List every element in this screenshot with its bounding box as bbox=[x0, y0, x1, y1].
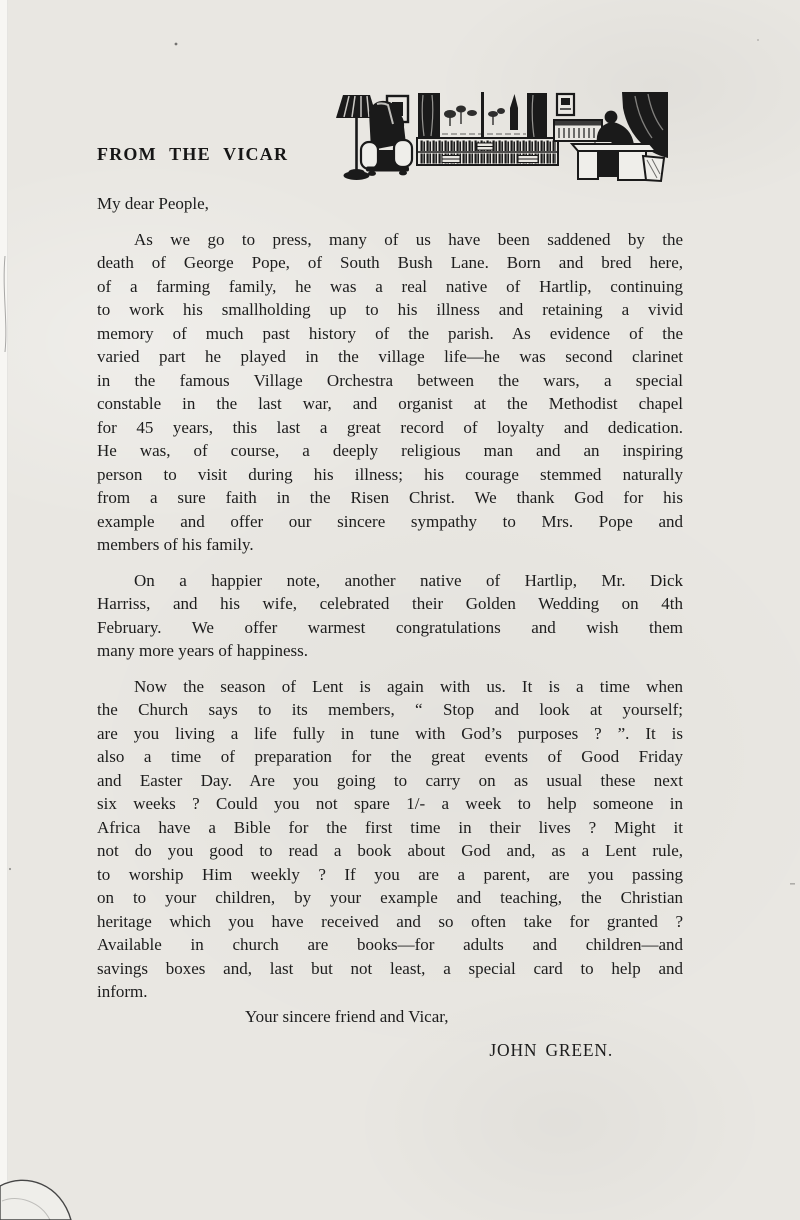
text-line: also a time of preparation for the great events of Good Friday bbox=[97, 747, 683, 766]
text-line: He was, of course, a deeply religious man and an inspiring bbox=[97, 441, 683, 460]
text-line: members of his family. bbox=[97, 535, 254, 554]
text-line: person to visit during his illness; his courage stemmed naturally bbox=[97, 464, 683, 484]
text-line: the Church says to its members, “ Stop and look at yourself; bbox=[97, 700, 683, 719]
text-line: to work his smallholding up to his illness and retaining a vivid bbox=[97, 300, 683, 319]
small-framed-picture bbox=[557, 94, 574, 115]
card-cabinet bbox=[554, 120, 602, 141]
text-line: are you living a life fully in tune with God’s purposes ? ”. It is bbox=[97, 723, 683, 743]
letter-paragraphs bbox=[97, 228, 683, 1004]
text-line: On a happier note, another native of Hartlip, Mr. Dick bbox=[134, 570, 683, 590]
text-line: death of George Pope, of South Bush Lane. Born and bred here, bbox=[97, 253, 683, 272]
signature: JOHN GREEN. bbox=[489, 1040, 613, 1060]
study-scene-illustration bbox=[330, 92, 670, 192]
text-line: example and offer our sincere sympathy to Mrs. Pope and bbox=[97, 511, 683, 531]
text-line: Harriss, and his wife, celebrated their Golden Wedding on 4th bbox=[97, 594, 683, 613]
text-line: heritage which you have received and so often take for granted ? bbox=[97, 911, 683, 931]
text-line: February. We offer warmest congratulations and wish them bbox=[97, 617, 683, 637]
text-line: As we go to press, many of us have been saddened by the bbox=[134, 229, 683, 249]
text-line: and Easter Day. Are you going to carry on as usual these next bbox=[97, 770, 683, 790]
scanned-page-edge bbox=[0, 0, 8, 1220]
page-title: FROM THE VICAR bbox=[97, 144, 289, 164]
text-line: of a farming family, he was a real native of Hartlip, continuing bbox=[97, 276, 683, 296]
window-church-view bbox=[442, 92, 526, 138]
text-line: Now the season of Lent is again with us. It is a time when bbox=[134, 676, 683, 696]
text-line: savings boxes and, last but not least, a special card to help and bbox=[97, 958, 683, 978]
curtain-right-icon bbox=[527, 93, 547, 139]
text-line: on to your children, by your example and teaching, the Christian bbox=[97, 888, 683, 907]
text-line: inform. bbox=[97, 982, 148, 1001]
page-curl bbox=[0, 1180, 71, 1220]
text-line: six weeks ? Could you not spare 1/- a week to help someone in bbox=[97, 794, 683, 813]
text-line: not do you good to read a book about God and, as a Lent rule, bbox=[97, 841, 683, 860]
letter-body bbox=[97, 192, 683, 1063]
closing-line: Your sincere friend and Vicar, bbox=[245, 1006, 449, 1026]
bookshelf bbox=[417, 138, 558, 165]
paragraph bbox=[97, 228, 683, 557]
text-line: many more years of happiness. bbox=[97, 641, 309, 660]
text-line: from a sure faith in the Risen Christ. We thank God for his bbox=[97, 488, 683, 507]
paragraph bbox=[97, 569, 683, 663]
text-line: varied part he played in the village life—he was second clarinet bbox=[97, 347, 683, 366]
text-line: to worship Him weekly ? If you are a parent, are you passing bbox=[97, 864, 683, 884]
text-line: in the famous Village Orchestra between the wars, a special bbox=[97, 370, 683, 390]
text-line: Available in church are books—for adults and children—and bbox=[97, 935, 683, 954]
curtain-left-icon bbox=[418, 93, 440, 138]
salutation: My dear People, bbox=[97, 194, 209, 213]
text-line: memory of much past history of the parish. As evidence of the bbox=[97, 323, 683, 343]
wastebasket bbox=[643, 156, 664, 181]
paragraph bbox=[97, 675, 683, 1004]
text-line: for 45 years, this last a great record of loyalty and dedication. bbox=[97, 417, 683, 437]
text-line: constable in the last war, and organist at the Methodist chapel bbox=[97, 394, 683, 413]
text-line: Africa have a Bible for the first time in their lives ? Might it bbox=[97, 817, 683, 837]
